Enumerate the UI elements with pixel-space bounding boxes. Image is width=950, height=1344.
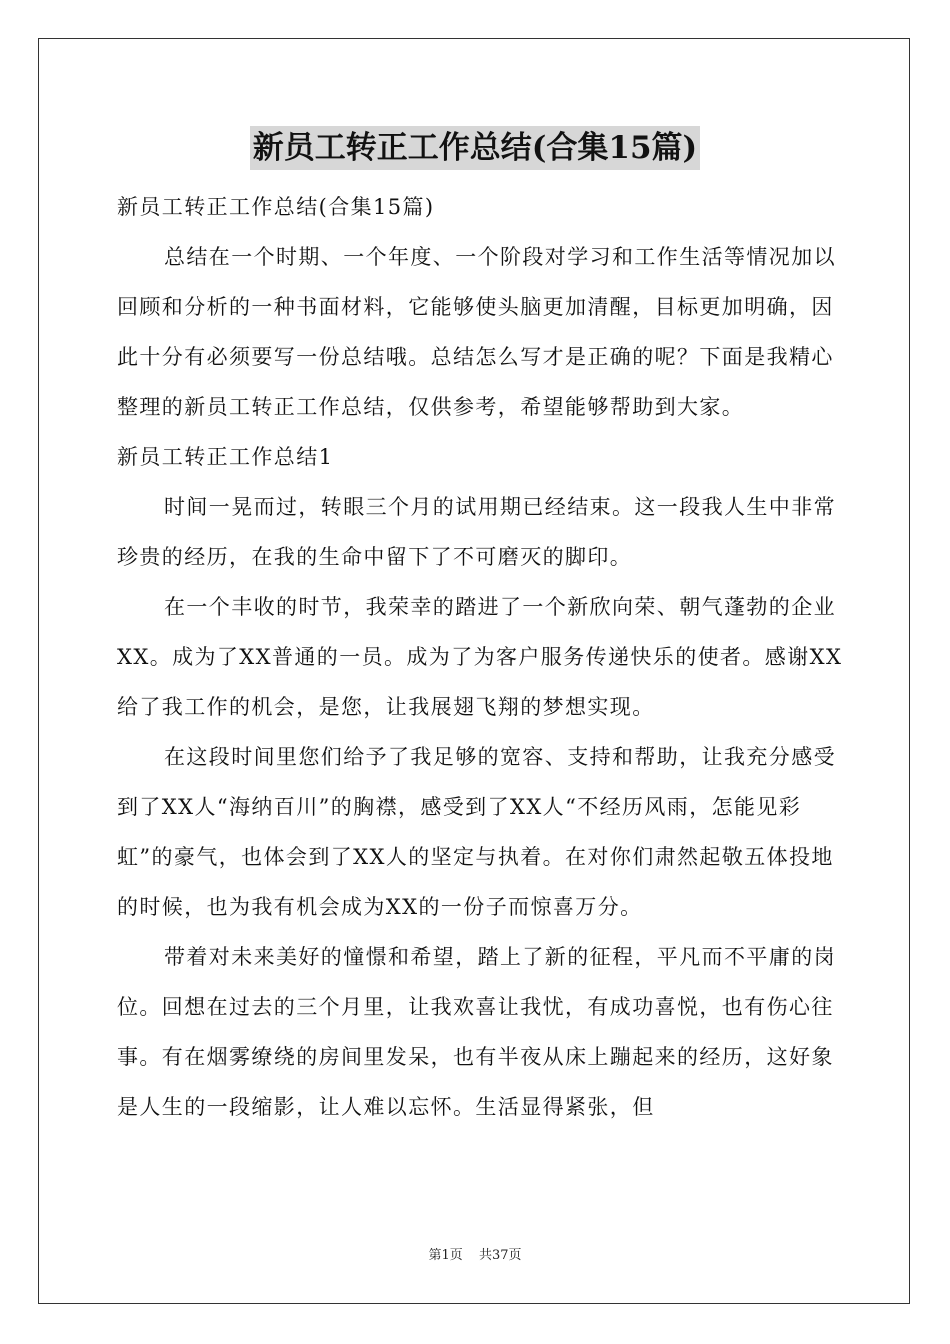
section-paragraph-4: 带着对未来美好的憧憬和希望，踏上了新的征程，平凡而不平庸的岗位。回想在过去的三个月里，让我欢喜让我忧，有成功喜悦，也有伤心往事。有在烟雾缭绕的房间里发呆，也有半夜从床上蹦起来的经历，这好象是人生的一段缩影，让人难以忘怀。生活显得紧张，但 bbox=[117, 945, 836, 1119]
title-container bbox=[0, 126, 950, 170]
section-paragraph-3: 在这段时间里您们给予了我足够的宽容、支持和帮助，让我充分感受到了XX人“海纳百川”的胸襟，感受到了XX人“不经历风雨，怎能见彩虹”的豪气，也体会到了XX人的坚定与执着。在对你们肃然起敬五体投地的时候，也为我有机会成为XX的一份子而惊喜万分。 bbox=[117, 745, 836, 919]
section-heading: 新员工转正工作总结1 bbox=[117, 445, 334, 469]
page-total: 共37页 bbox=[478, 1248, 522, 1263]
page-footer bbox=[0, 1244, 950, 1263]
section-paragraph-1: 时间一晃而过，转眼三个月的试用期已经结束。这一段我人生中非常珍贵的经历，在我的生命中留下了不可磨灭的脚印。 bbox=[117, 495, 836, 569]
document-body bbox=[117, 182, 853, 1132]
intro-paragraph: 总结在一个时期、一个年度、一个阶段对学习和工作生活等情况加以回顾和分析的一种书面材料，它能够使头脑更加清醒，目标更加明确，因此十分有必须要写一份总结哦。总结怎么写才是正确的呢？下面是我精心整理的新员工转正工作总结，仅供参考，希望能够帮助到大家。 bbox=[117, 245, 836, 419]
section-paragraph-2: 在一个丰收的时节，我荣幸的踏进了一个新欣向荣、朝气蓬勃的企业XX。成为了XX普通的一员。成为了为客户服务传递快乐的使者。感谢XX给了我工作的机会，是您，让我展翅飞翔的梦想实现。 bbox=[117, 595, 843, 719]
document-title: 新员工转正工作总结(合集15篇) bbox=[250, 126, 700, 170]
document-subtitle: 新员工转正工作总结(合集15篇) bbox=[117, 195, 435, 219]
page-number: 第1页 bbox=[428, 1248, 463, 1263]
